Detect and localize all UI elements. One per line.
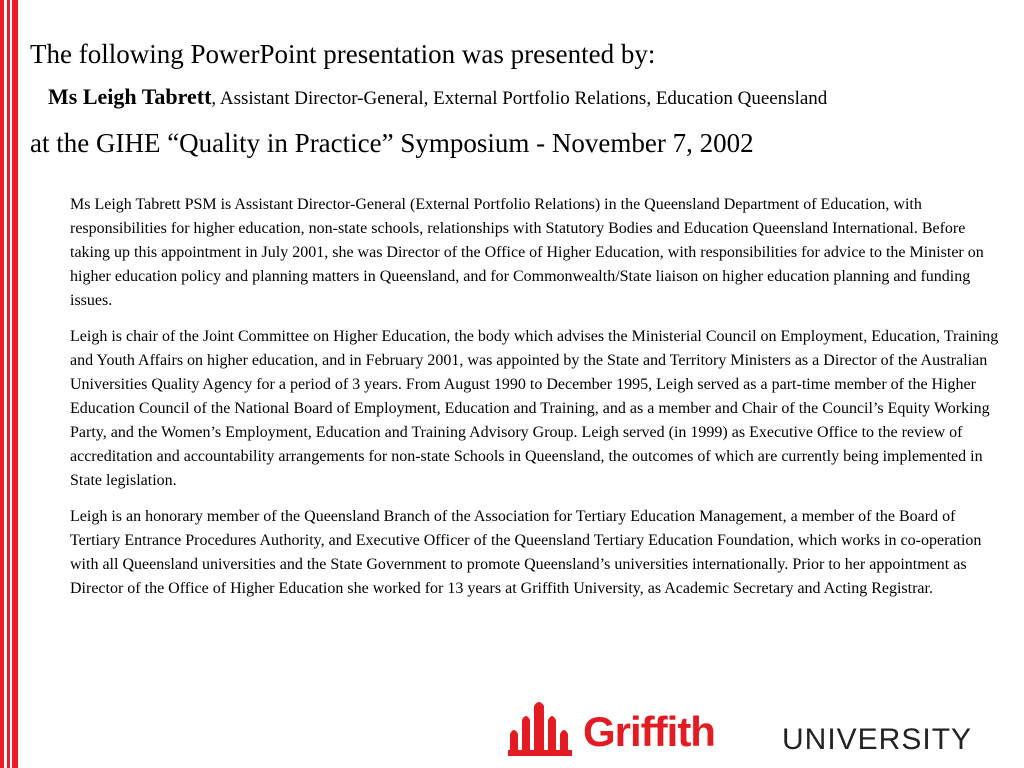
biography <box>70 193 1000 613</box>
bio-paragraph: Leigh is chair of the Joint Committee on Higher Education, the body which advises the Ministerial Council on Employment, Education, Training and Youth Affairs on higher education, and in February 2001, was appointed by the State and Territory Ministers as a Director of the Australian Universities Quality Agency for a period of 3 years. From August 1990 to December 1995, Leigh served as a part-time member of the Higher Education Council of the National Board of Employment, Education and Training, and as a member and Chair of the Council’s Equity Working Party, and the Women’s Employment, Education and Training Advisory Group. Leigh served (in 1999) as Executive Office to the review of accreditation and accountability arrangements for non-state Schools in Queensland, the outcomes of which are currently being implemented in State legislation. <box>70 328 999 489</box>
presenter-role: , Assistant Director-General, External Portfolio Relations, Education Queensland <box>211 88 828 109</box>
intro-line: The following PowerPoint presentation was presented by: <box>30 39 656 69</box>
logo-wordmark: Griffith <box>583 708 715 755</box>
bio-paragraph: Ms Leigh Tabrett PSM is Assistant Director-General (External Portfolio Relations) in the Queensland Department of Education, with responsibilities for higher education, non-state schools, relationships with Statutory Bodies and Education Queensland International. Before taking up this appointment in July 2001, she was Director of the Office of Higher Education, with responsibilities for advice to the Minister on higher education policy and planning matters in Queensland, and for Commonwealth/State liaison on higher education planning and funding issues. <box>70 196 984 309</box>
logo-wordmark-secondary: UNIVERSITY <box>782 723 973 756</box>
bio-paragraph: Leigh is an honorary member of the Queensland Branch of the Association for Tertiary Education Management, a member of the Board of Tertiary Entrance Procedures Authority, and Executive Officer of the Queensland Tertiary Education Foundation, which works in co-operation with all Queensland universities and the State Government to promote Queensland’s universities internationally. Prior to her appointment as Director of the Office of Higher Education she worked for 13 years at Griffith University, as Academic Secretary and Acting Registrar. <box>70 508 982 597</box>
left-red-bar <box>0 0 4 768</box>
left-red-bar <box>7 0 10 768</box>
left-red-bar <box>12 0 18 768</box>
griffith-flame-icon <box>508 700 578 758</box>
presenter-line <box>48 84 827 112</box>
griffith-university-logo <box>508 700 1008 760</box>
presenter-name: Ms Leigh Tabrett <box>48 84 212 109</box>
event-line: at the GIHE “Quality in Practice” Symposium - November 7, 2002 <box>30 128 754 158</box>
